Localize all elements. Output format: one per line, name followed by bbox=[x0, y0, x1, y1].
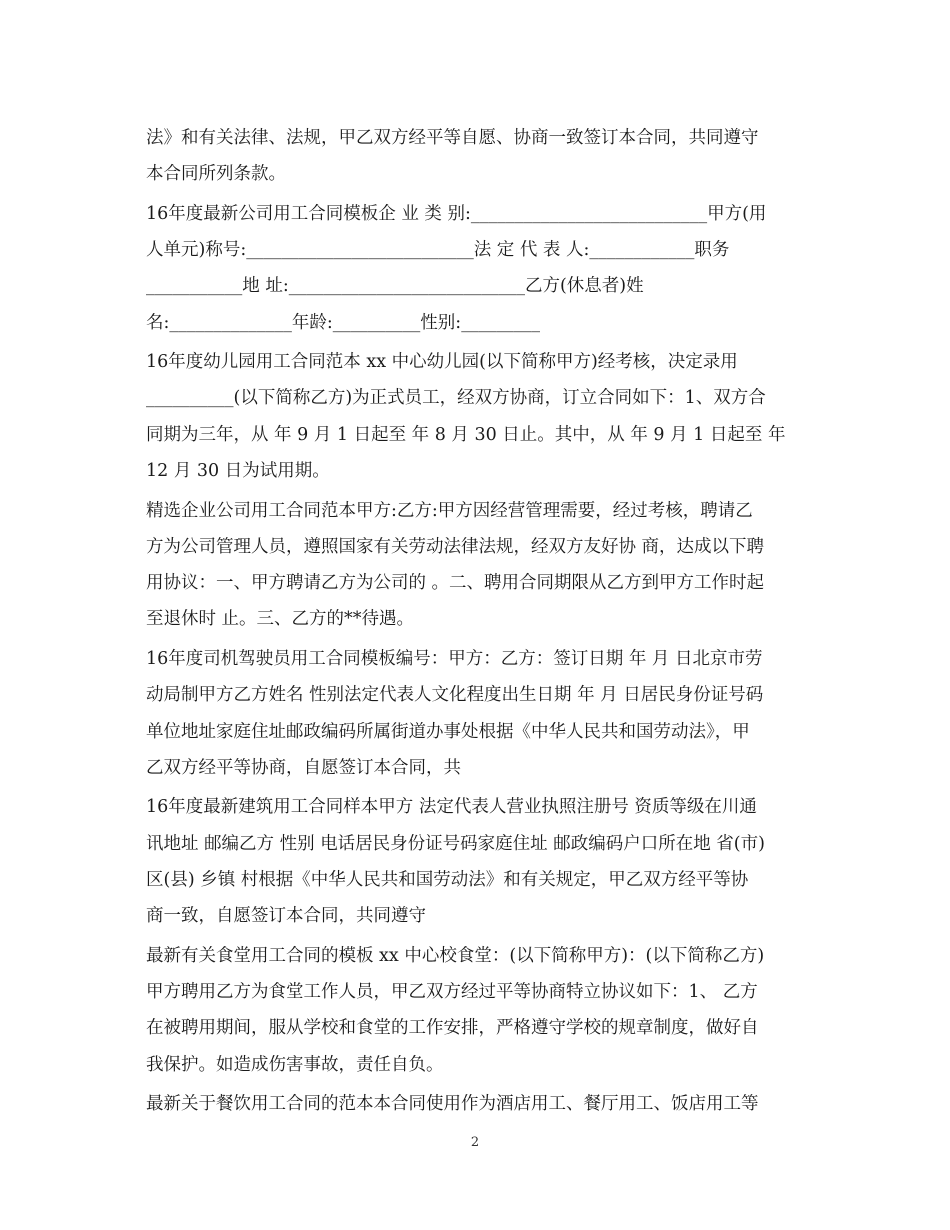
text-line: ___________地 址:___________________________乙方(休息者)姓 bbox=[146, 276, 644, 297]
text-line: 16年度司机驾驶员用工合同模板编号：甲方：乙方：签订日期 年 月 日北京市劳 bbox=[146, 648, 763, 669]
text-line: 人单元)称号:__________________________法 定 代 表 人:____________职务 bbox=[146, 240, 730, 261]
text-line: 16年度幼儿园用工合同范本 xx 中心幼儿园(以下简称甲方)经考核，决定录用 bbox=[146, 352, 738, 373]
text-line: 法》和有关法律、法规，甲乙双方经平等自愿、协商一致签订本合同，共同遵守 bbox=[146, 128, 759, 148]
text-line: 方为公司管理人员，遵照国家有关劳动法律法规，经双方友好协 商，达成以下聘 bbox=[146, 536, 765, 557]
text-line: 区(县) 乡镇 村根据《中华人民共和国劳动法》和有关规定，甲乙双方经平等协 bbox=[146, 869, 749, 890]
text-line: 动局制甲方乙方姓名 性别法定代表人文化程度出生日期 年 月 日居民身份证号码 bbox=[146, 685, 764, 706]
text-line: 12 月 30 日为试用期。 bbox=[146, 461, 330, 482]
text-line: 最新有关食堂用工合同的模板 xx 中心校食堂：(以下简称甲方)：(以下简称乙方) bbox=[146, 945, 765, 966]
text-line: 精选企业公司用工合同范本甲方:乙方:甲方因经营管理需要，经过考核，聘请乙 bbox=[146, 500, 753, 521]
text-line: 名:______________年龄:__________性别:_________ bbox=[146, 312, 540, 333]
text-line: 用协议：一、甲方聘请乙方为公司的 。二、聘用合同期限从乙方到甲方工作时起 bbox=[146, 573, 765, 594]
text-line: 讯地址 邮编乙方 性别 电话居民身份证号码家庭住址 邮政编码户口所在地 省(市) bbox=[146, 833, 765, 854]
document-body bbox=[146, 120, 806, 1122]
text-line: 16年度最新公司用工合同模板企 业 类 别:___________________________甲方(用 bbox=[146, 203, 767, 224]
text-line: 同期为三年，从 年 9 月 1 日起至 年 8 月 30 日止。其中，从 年 9 月 1 日起至 年 bbox=[146, 424, 786, 445]
text-line: 单位地址家庭住址邮政编码所属街道办事处根据《中华人民共和国劳动法》，甲 bbox=[146, 721, 750, 742]
text-line: 至退休时 止。三、乙方的**待遇。 bbox=[146, 609, 415, 630]
text-line: 乙双方经平等协商，自愿签订本合同，共 bbox=[146, 757, 461, 778]
text-line: 甲方聘用乙方为食堂工作人员，甲乙双方经过平等协商特立协议如下：1、 乙方 bbox=[146, 981, 758, 1002]
text-line: 在被聘用期间，服从学校和食堂的工作安排，严格遵守学校的规章制度，做好自 bbox=[146, 1018, 759, 1039]
text-line: __________(以下简称乙方)为正式员工，经双方协商，订立合同如下：1、双方合 bbox=[146, 388, 766, 409]
text-line: 商一致，自愿签订本合同，共同遵守 bbox=[146, 906, 426, 927]
text-line: 本合同所列条款。 bbox=[146, 164, 286, 185]
text-line: 16年度最新建筑用工合同样本甲方 法定代表人营业执照注册号 资质等级在川通 bbox=[146, 797, 757, 818]
text-line: 我保护。如造成伤害事故，责任自负。 bbox=[146, 1054, 444, 1075]
text-line: 最新关于餐饮用工合同的范本本合同使用作为酒店用工、餐厅用工、饭店用工等 bbox=[146, 1094, 759, 1115]
page-number: 2 bbox=[470, 1135, 480, 1150]
